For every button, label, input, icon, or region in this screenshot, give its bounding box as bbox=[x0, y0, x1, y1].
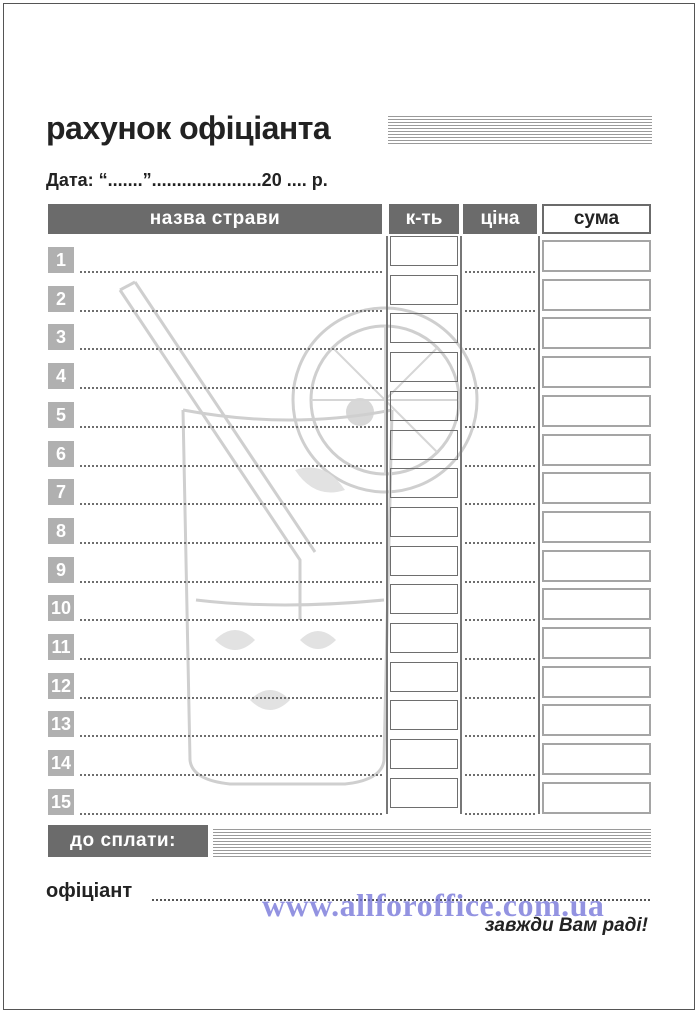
dish-name-field[interactable] bbox=[80, 348, 382, 350]
quantity-box[interactable] bbox=[390, 352, 458, 382]
price-field[interactable] bbox=[465, 658, 535, 660]
quantity-box[interactable] bbox=[390, 236, 458, 266]
row-number: 12 bbox=[48, 673, 74, 699]
row-number: 5 bbox=[48, 402, 74, 428]
sum-box[interactable] bbox=[542, 588, 651, 620]
column-header-sum: сума bbox=[542, 204, 651, 234]
dish-name-field[interactable] bbox=[80, 619, 382, 621]
price-field[interactable] bbox=[465, 813, 535, 815]
price-field[interactable] bbox=[465, 426, 535, 428]
dish-name-field[interactable] bbox=[80, 735, 382, 737]
waiter-label: офіціант bbox=[46, 880, 133, 902]
dish-name-field[interactable] bbox=[80, 310, 382, 312]
dish-name-field[interactable] bbox=[80, 271, 382, 273]
sum-box[interactable] bbox=[542, 472, 651, 504]
price-field[interactable] bbox=[465, 387, 535, 389]
price-field[interactable] bbox=[465, 348, 535, 350]
row-number: 14 bbox=[48, 750, 74, 776]
price-field[interactable] bbox=[465, 465, 535, 467]
column-divider bbox=[386, 236, 388, 814]
price-field[interactable] bbox=[465, 581, 535, 583]
price-field[interactable] bbox=[465, 271, 535, 273]
quantity-box[interactable] bbox=[390, 507, 458, 537]
row-number: 3 bbox=[48, 324, 74, 350]
row-number: 9 bbox=[48, 557, 74, 583]
dish-name-field[interactable] bbox=[80, 697, 382, 699]
quantity-box[interactable] bbox=[390, 778, 458, 808]
quantity-box[interactable] bbox=[390, 584, 458, 614]
row-number: 6 bbox=[48, 441, 74, 467]
quantity-box[interactable] bbox=[390, 430, 458, 460]
dish-name-field[interactable] bbox=[80, 387, 382, 389]
sum-box[interactable] bbox=[542, 434, 651, 466]
row-number: 2 bbox=[48, 286, 74, 312]
row-number: 13 bbox=[48, 711, 74, 737]
row-number: 4 bbox=[48, 363, 74, 389]
quantity-box[interactable] bbox=[390, 739, 458, 769]
sum-box[interactable] bbox=[542, 240, 651, 272]
column-header-quantity: к-ть bbox=[389, 204, 459, 234]
sum-box[interactable] bbox=[542, 511, 651, 543]
document-title: рахунок офіціанта bbox=[46, 110, 331, 146]
dish-name-field[interactable] bbox=[80, 426, 382, 428]
dish-name-field[interactable] bbox=[80, 774, 382, 776]
dish-name-field[interactable] bbox=[80, 581, 382, 583]
row-number: 7 bbox=[48, 479, 74, 505]
price-field[interactable] bbox=[465, 774, 535, 776]
sum-box[interactable] bbox=[542, 782, 651, 814]
sum-box[interactable] bbox=[542, 627, 651, 659]
sum-box[interactable] bbox=[542, 279, 651, 311]
dish-name-field[interactable] bbox=[80, 503, 382, 505]
row-number: 10 bbox=[48, 595, 74, 621]
quantity-box[interactable] bbox=[390, 662, 458, 692]
quantity-box[interactable] bbox=[390, 468, 458, 498]
total-decorative-lines bbox=[213, 829, 651, 859]
row-number: 15 bbox=[48, 789, 74, 815]
dish-name-field[interactable] bbox=[80, 465, 382, 467]
price-field[interactable] bbox=[465, 735, 535, 737]
quantity-box[interactable] bbox=[390, 391, 458, 421]
title-decorative-lines bbox=[388, 116, 652, 144]
quantity-box[interactable] bbox=[390, 313, 458, 343]
column-header-price: ціна bbox=[463, 204, 537, 234]
price-field[interactable] bbox=[465, 310, 535, 312]
price-field[interactable] bbox=[465, 619, 535, 621]
quantity-box[interactable] bbox=[390, 546, 458, 576]
total-to-pay-label: до сплати: bbox=[48, 825, 208, 857]
sum-box[interactable] bbox=[542, 317, 651, 349]
date-field[interactable]: Дата: “.......”......................20 .... р. bbox=[46, 170, 328, 190]
column-header-dish-name: назва страви bbox=[48, 204, 382, 234]
row-number: 8 bbox=[48, 518, 74, 544]
row-number: 1 bbox=[48, 247, 74, 273]
slogan: завжди Вам раді! bbox=[484, 915, 648, 936]
sum-box[interactable] bbox=[542, 356, 651, 388]
website-watermark: www.allforoffice.com.ua bbox=[262, 887, 605, 923]
price-field[interactable] bbox=[465, 503, 535, 505]
dish-name-field[interactable] bbox=[80, 542, 382, 544]
dish-name-field[interactable] bbox=[80, 658, 382, 660]
sum-box[interactable] bbox=[542, 550, 651, 582]
sum-box[interactable] bbox=[542, 666, 651, 698]
quantity-box[interactable] bbox=[390, 275, 458, 305]
price-field[interactable] bbox=[465, 697, 535, 699]
sum-box[interactable] bbox=[542, 395, 651, 427]
column-divider bbox=[460, 236, 462, 814]
column-divider bbox=[538, 236, 540, 814]
row-number: 11 bbox=[48, 634, 74, 660]
sum-box[interactable] bbox=[542, 743, 651, 775]
quantity-box[interactable] bbox=[390, 700, 458, 730]
dish-name-field[interactable] bbox=[80, 813, 382, 815]
price-field[interactable] bbox=[465, 542, 535, 544]
quantity-box[interactable] bbox=[390, 623, 458, 653]
sum-box[interactable] bbox=[542, 704, 651, 736]
